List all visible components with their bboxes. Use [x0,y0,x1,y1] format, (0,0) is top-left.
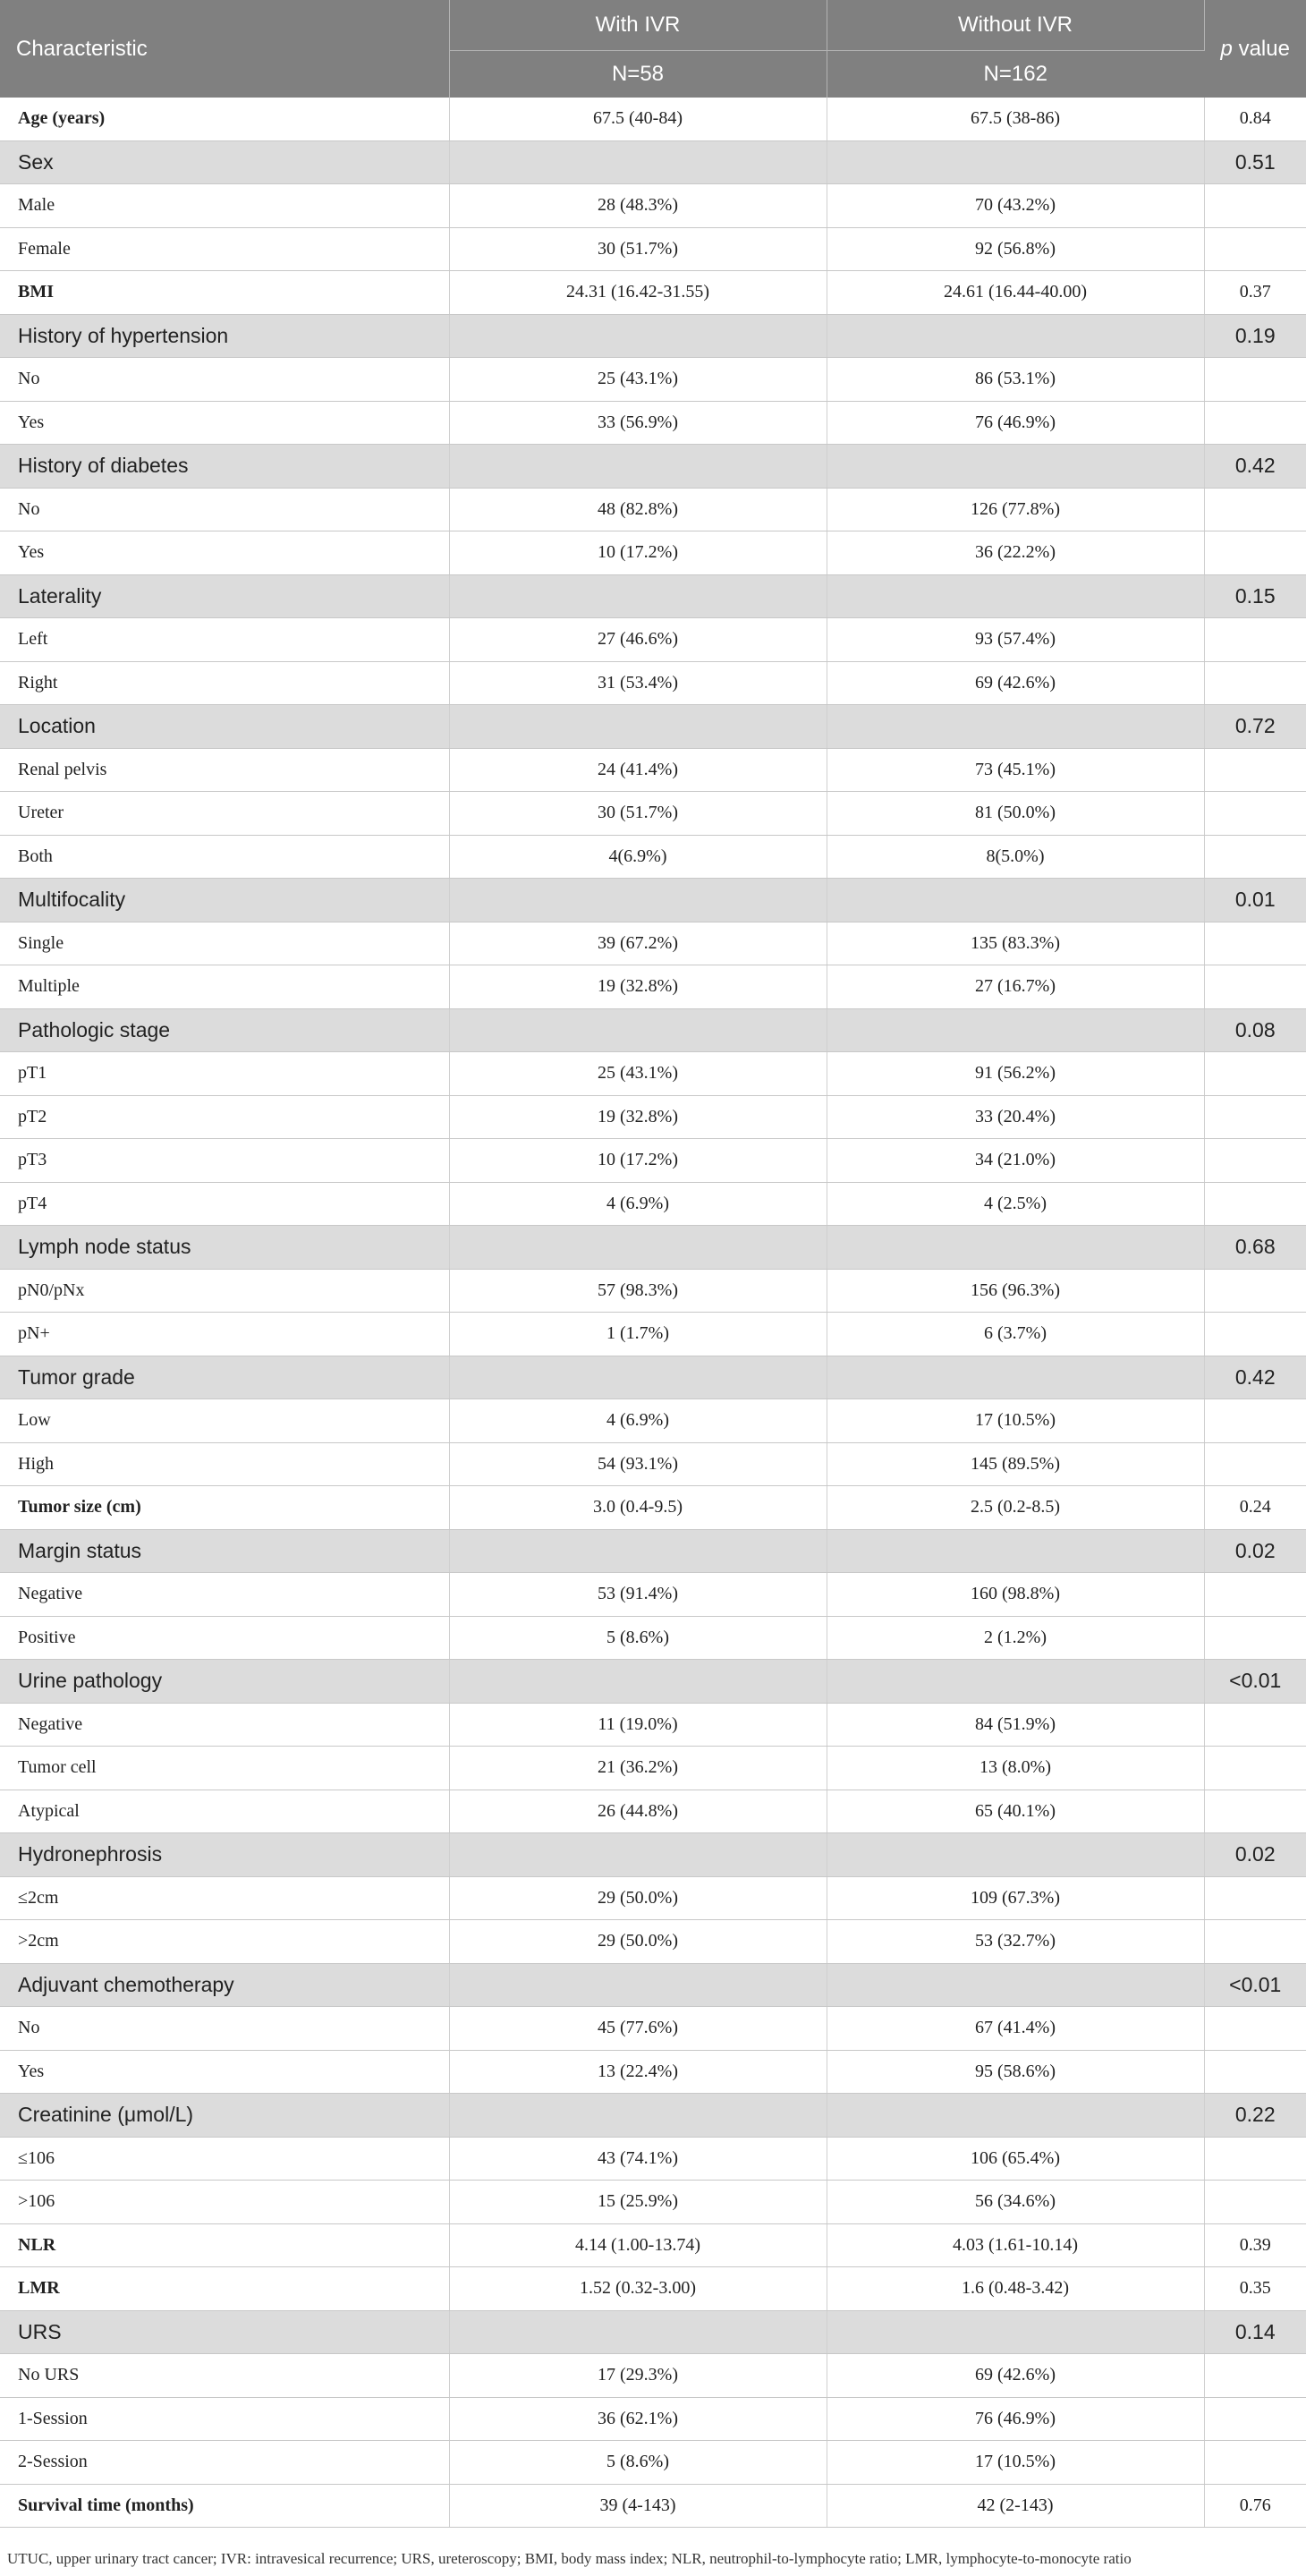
cell-with-ivr: 26 (44.8%) [449,1790,827,1833]
cell-with-ivr: 27 (46.6%) [449,618,827,662]
cell-without-ivr: 33 (20.4%) [827,1095,1204,1139]
cell-p-value [1204,2441,1306,2485]
section-row [0,705,1306,749]
cell-without-ivr: 53 (32.7%) [827,1920,1204,1964]
cell-with-ivr [449,1008,827,1052]
section-row [0,1963,1306,2007]
cell-with-ivr: 39 (67.2%) [449,922,827,965]
cell-p-value [1204,661,1306,705]
cell-without-ivr: 156 (96.3%) [827,1269,1204,1313]
section-row [0,1356,1306,1399]
cell-without-ivr [827,1660,1204,1704]
row-label: LMR [0,2267,449,2311]
cell-p-value [1204,835,1306,879]
cell-p-value [1204,184,1306,228]
cell-without-ivr [827,1356,1204,1399]
row-label: History of hypertension [0,314,449,358]
cell-with-ivr: 15 (25.9%) [449,2181,827,2224]
row-label: No [0,488,449,531]
cell-without-ivr [827,2094,1204,2138]
cell-with-ivr: 28 (48.3%) [449,184,827,228]
cell-with-ivr: 54 (93.1%) [449,1442,827,1486]
header-without-ivr: Without IVR [827,0,1204,51]
cell-p-value [1204,2137,1306,2181]
cell-with-ivr: 29 (50.0%) [449,1876,827,1920]
cell-with-ivr: 39 (4-143) [449,2484,827,2528]
cell-p-value: 0.68 [1204,1226,1306,1270]
cell-without-ivr: 2 (1.2%) [827,1616,1204,1660]
section-row [0,1833,1306,1877]
table-row [0,1139,1306,1183]
table-row [0,401,1306,445]
row-label: Tumor grade [0,1356,449,1399]
table-row [0,358,1306,402]
table-row [0,2441,1306,2485]
cell-without-ivr: 92 (56.8%) [827,227,1204,271]
header-p-rest: value [1232,36,1290,61]
table-row [0,2137,1306,2181]
cell-with-ivr [449,2094,827,2138]
cell-without-ivr: 24.61 (16.44-40.00) [827,271,1204,315]
cell-with-ivr: 5 (8.6%) [449,2441,827,2485]
cell-without-ivr: 17 (10.5%) [827,2441,1204,2485]
header-with-n: N=58 [449,51,827,98]
section-row [0,879,1306,922]
section-row [0,1008,1306,1052]
row-label: Right [0,661,449,705]
cell-without-ivr: 126 (77.8%) [827,488,1204,531]
row-label: Location [0,705,449,749]
row-label: ≤2cm [0,1876,449,1920]
row-label: Yes [0,2050,449,2094]
cell-with-ivr: 5 (8.6%) [449,1616,827,1660]
row-label: pT2 [0,1095,449,1139]
row-label: ≤106 [0,2137,449,2181]
table-row [0,1269,1306,1313]
row-label: No URS [0,2354,449,2398]
cell-without-ivr: 36 (22.2%) [827,531,1204,575]
section-row [0,445,1306,489]
cell-p-value: 0.08 [1204,1008,1306,1052]
cell-without-ivr: 109 (67.3%) [827,1876,1204,1920]
cell-p-value [1204,1269,1306,1313]
cell-p-value: 0.22 [1204,2094,1306,2138]
cell-p-value: 0.51 [1204,140,1306,184]
cell-without-ivr: 93 (57.4%) [827,618,1204,662]
table-row [0,2223,1306,2267]
cell-without-ivr: 6 (3.7%) [827,1313,1204,1356]
cell-p-value [1204,1920,1306,1964]
row-label: Male [0,184,449,228]
section-row [0,2094,1306,2138]
row-label: Laterality [0,574,449,618]
table-row [0,184,1306,228]
cell-p-value [1204,1573,1306,1617]
cell-with-ivr: 30 (51.7%) [449,792,827,836]
cell-p-value: 0.76 [1204,2484,1306,2528]
cell-without-ivr: 56 (34.6%) [827,2181,1204,2224]
cell-p-value: 0.24 [1204,1486,1306,1530]
section-row [0,1529,1306,1573]
cell-without-ivr [827,705,1204,749]
cell-with-ivr [449,2310,827,2354]
table-row [0,2007,1306,2051]
cell-with-ivr: 1.52 (0.32-3.00) [449,2267,827,2311]
cell-without-ivr: 84 (51.9%) [827,1703,1204,1747]
section-row [0,314,1306,358]
table-row [0,1876,1306,1920]
table-row [0,1095,1306,1139]
cell-without-ivr [827,1226,1204,1270]
cell-without-ivr: 145 (89.5%) [827,1442,1204,1486]
cell-with-ivr: 30 (51.7%) [449,227,827,271]
cell-p-value [1204,1442,1306,1486]
cell-without-ivr: 17 (10.5%) [827,1399,1204,1443]
cell-p-value [1204,1616,1306,1660]
cell-without-ivr: 95 (58.6%) [827,2050,1204,2094]
row-label: 1-Session [0,2397,449,2441]
row-label: No [0,358,449,402]
table-row [0,618,1306,662]
cell-without-ivr [827,1008,1204,1052]
cell-p-value [1204,792,1306,836]
row-label: Age (years) [0,98,449,140]
row-label: Pathologic stage [0,1008,449,1052]
section-row [0,1660,1306,1704]
cell-with-ivr: 43 (74.1%) [449,2137,827,2181]
cell-p-value [1204,2007,1306,2051]
table-row [0,488,1306,531]
cell-without-ivr: 76 (46.9%) [827,401,1204,445]
row-label: Single [0,922,449,965]
cell-p-value: 0.02 [1204,1529,1306,1573]
cell-with-ivr [449,1356,827,1399]
cell-p-value [1204,1095,1306,1139]
cell-without-ivr: 135 (83.3%) [827,922,1204,965]
row-label: Ureter [0,792,449,836]
cell-with-ivr: 13 (22.4%) [449,2050,827,2094]
cell-with-ivr [449,879,827,922]
table-footnote: UTUC, upper urinary tract cancer; IVR: intravesical recurrence; URS, ureteroscopy; BMI, body mass index; NLR, neutrophil-to-lymphocyte ratio; LMR, lymphocyte-to-monocyte ratio [7,2550,1132,2567]
cell-with-ivr: 10 (17.2%) [449,1139,827,1183]
cell-p-value [1204,1052,1306,1096]
cell-p-value: 0.19 [1204,314,1306,358]
cell-without-ivr [827,574,1204,618]
cell-with-ivr: 21 (36.2%) [449,1747,827,1790]
cell-with-ivr [449,1226,827,1270]
cell-with-ivr: 10 (17.2%) [449,531,827,575]
cell-with-ivr: 29 (50.0%) [449,1920,827,1964]
cell-without-ivr: 69 (42.6%) [827,2354,1204,2398]
row-label: Renal pelvis [0,748,449,792]
cell-p-value [1204,1747,1306,1790]
cell-p-value [1204,1790,1306,1833]
row-label: Yes [0,531,449,575]
row-label: Atypical [0,1790,449,1833]
cell-p-value: 0.14 [1204,2310,1306,2354]
row-label: Female [0,227,449,271]
row-label: 2-Session [0,2441,449,2485]
cell-without-ivr: 91 (56.2%) [827,1052,1204,1096]
cell-without-ivr [827,314,1204,358]
cell-p-value: 0.01 [1204,879,1306,922]
table-body [0,98,1306,2528]
cell-with-ivr [449,1529,827,1573]
cell-p-value [1204,618,1306,662]
table-row [0,1616,1306,1660]
row-label: BMI [0,271,449,315]
section-row [0,1226,1306,1270]
row-label: No [0,2007,449,2051]
cell-p-value [1204,1182,1306,1226]
cell-with-ivr [449,140,827,184]
table-row [0,1399,1306,1443]
cell-with-ivr [449,1660,827,1704]
cell-p-value [1204,358,1306,402]
cell-without-ivr [827,1529,1204,1573]
cell-p-value [1204,2050,1306,2094]
cell-with-ivr: 4.14 (1.00-13.74) [449,2223,827,2267]
row-label: Yes [0,401,449,445]
cell-p-value [1204,965,1306,1009]
cell-without-ivr: 4 (2.5%) [827,1182,1204,1226]
row-label: High [0,1442,449,1486]
cell-without-ivr [827,2310,1204,2354]
table-row [0,2050,1306,2094]
cell-with-ivr: 67.5 (40-84) [449,98,827,140]
cell-without-ivr: 65 (40.1%) [827,1790,1204,1833]
cell-without-ivr: 70 (43.2%) [827,184,1204,228]
row-label: Tumor cell [0,1747,449,1790]
cell-with-ivr: 33 (56.9%) [449,401,827,445]
row-label: Sex [0,140,449,184]
cell-with-ivr: 25 (43.1%) [449,358,827,402]
table-row [0,2354,1306,2398]
row-label: pT3 [0,1139,449,1183]
cell-with-ivr [449,314,827,358]
table-row [0,965,1306,1009]
cell-without-ivr: 160 (98.8%) [827,1573,1204,1617]
row-label: Tumor size (cm) [0,1486,449,1530]
cell-with-ivr [449,1963,827,2007]
cell-with-ivr: 1 (1.7%) [449,1313,827,1356]
cell-without-ivr: 86 (53.1%) [827,358,1204,402]
cell-p-value: 0.37 [1204,271,1306,315]
cell-with-ivr: 19 (32.8%) [449,1095,827,1139]
row-label: pT1 [0,1052,449,1096]
cell-p-value: <0.01 [1204,1963,1306,2007]
table-row [0,1747,1306,1790]
cell-p-value [1204,401,1306,445]
header-p-italic: p [1220,36,1233,61]
cell-with-ivr: 53 (91.4%) [449,1573,827,1617]
section-row [0,574,1306,618]
table-row [0,792,1306,836]
table-row [0,922,1306,965]
cell-with-ivr [449,1833,827,1877]
row-label: Multiple [0,965,449,1009]
table-row [0,1920,1306,1964]
row-label: Urine pathology [0,1660,449,1704]
cell-with-ivr: 11 (19.0%) [449,1703,827,1747]
cell-without-ivr: 27 (16.7%) [827,965,1204,1009]
table-row [0,835,1306,879]
cell-p-value: <0.01 [1204,1660,1306,1704]
cell-p-value [1204,2354,1306,2398]
cell-with-ivr: 4 (6.9%) [449,1182,827,1226]
cell-without-ivr: 42 (2-143) [827,2484,1204,2528]
cell-without-ivr [827,1833,1204,1877]
row-label: NLR [0,2223,449,2267]
table-row [0,227,1306,271]
cell-p-value [1204,488,1306,531]
row-label: Hydronephrosis [0,1833,449,1877]
cell-p-value: 0.42 [1204,445,1306,489]
section-row [0,140,1306,184]
cell-without-ivr: 13 (8.0%) [827,1747,1204,1790]
row-label: Negative [0,1573,449,1617]
cell-p-value: 0.72 [1204,705,1306,749]
cell-p-value: 0.15 [1204,574,1306,618]
cell-without-ivr [827,140,1204,184]
cell-p-value: 0.02 [1204,1833,1306,1877]
cell-with-ivr: 19 (32.8%) [449,965,827,1009]
section-row [0,2310,1306,2354]
cell-without-ivr: 69 (42.6%) [827,661,1204,705]
cell-with-ivr: 36 (62.1%) [449,2397,827,2441]
table-header [0,0,1306,98]
row-label: Creatinine (μmol/L) [0,2094,449,2138]
cell-p-value [1204,1313,1306,1356]
cell-without-ivr: 67 (41.4%) [827,2007,1204,2051]
cell-p-value [1204,227,1306,271]
cell-with-ivr: 31 (53.4%) [449,661,827,705]
cell-p-value: 0.84 [1204,98,1306,140]
row-label: pN0/pNx [0,1269,449,1313]
row-label: History of diabetes [0,445,449,489]
cell-p-value [1204,748,1306,792]
table-row [0,1573,1306,1617]
cell-p-value [1204,1139,1306,1183]
table-row [0,1442,1306,1486]
cell-p-value: 0.35 [1204,2267,1306,2311]
cell-with-ivr: 25 (43.1%) [449,1052,827,1096]
cell-without-ivr: 81 (50.0%) [827,792,1204,836]
cell-with-ivr: 24.31 (16.42-31.55) [449,271,827,315]
cell-with-ivr [449,705,827,749]
table-row [0,2397,1306,2441]
header-without-n: N=162 [827,51,1204,98]
row-label: Both [0,835,449,879]
cell-with-ivr: 57 (98.3%) [449,1269,827,1313]
header-characteristic: Characteristic [0,0,449,98]
cell-without-ivr: 73 (45.1%) [827,748,1204,792]
table-row [0,2267,1306,2311]
table-row [0,98,1306,140]
cell-with-ivr: 4 (6.9%) [449,1399,827,1443]
row-label: Positive [0,1616,449,1660]
row-label: Negative [0,1703,449,1747]
cell-with-ivr: 17 (29.3%) [449,2354,827,2398]
header-with-ivr: With IVR [449,0,827,51]
cell-p-value: 0.42 [1204,1356,1306,1399]
cell-with-ivr: 45 (77.6%) [449,2007,827,2051]
table-row [0,1703,1306,1747]
table-row [0,661,1306,705]
table-row [0,271,1306,315]
row-label: Low [0,1399,449,1443]
cell-with-ivr: 4(6.9%) [449,835,827,879]
cell-p-value [1204,922,1306,965]
cell-p-value [1204,1399,1306,1443]
cell-p-value [1204,2397,1306,2441]
row-label: >2cm [0,1920,449,1964]
row-label: URS [0,2310,449,2354]
table-row [0,1182,1306,1226]
table-row [0,1313,1306,1356]
cell-without-ivr: 1.6 (0.48-3.42) [827,2267,1204,2311]
cell-with-ivr: 3.0 (0.4-9.5) [449,1486,827,1530]
cell-without-ivr [827,879,1204,922]
cell-with-ivr [449,574,827,618]
row-label: pT4 [0,1182,449,1226]
row-label: Left [0,618,449,662]
row-label: pN+ [0,1313,449,1356]
cell-without-ivr: 2.5 (0.2-8.5) [827,1486,1204,1530]
cell-p-value [1204,1703,1306,1747]
row-label: Survival time (months) [0,2484,449,2528]
cell-p-value [1204,2181,1306,2224]
cell-with-ivr: 48 (82.8%) [449,488,827,531]
row-label: >106 [0,2181,449,2224]
cell-with-ivr [449,445,827,489]
table-row [0,1486,1306,1530]
table-row [0,2181,1306,2224]
row-label: Multifocality [0,879,449,922]
cell-with-ivr: 24 (41.4%) [449,748,827,792]
cell-p-value [1204,1876,1306,1920]
cell-without-ivr: 4.03 (1.61-10.14) [827,2223,1204,2267]
table-row [0,531,1306,575]
header-p-value [1204,0,1306,98]
row-label: Lymph node status [0,1226,449,1270]
table-row [0,2484,1306,2528]
cell-without-ivr: 106 (65.4%) [827,2137,1204,2181]
cell-without-ivr: 76 (46.9%) [827,2397,1204,2441]
row-label: Adjuvant chemotherapy [0,1963,449,2007]
table-row [0,1052,1306,1096]
cell-p-value: 0.39 [1204,2223,1306,2267]
table-row [0,1790,1306,1833]
row-label: Margin status [0,1529,449,1573]
cell-without-ivr: 34 (21.0%) [827,1139,1204,1183]
cell-without-ivr: 67.5 (38-86) [827,98,1204,140]
cell-without-ivr: 8(5.0%) [827,835,1204,879]
table-row [0,748,1306,792]
cell-without-ivr [827,1963,1204,2007]
cell-without-ivr [827,445,1204,489]
cell-p-value [1204,531,1306,575]
